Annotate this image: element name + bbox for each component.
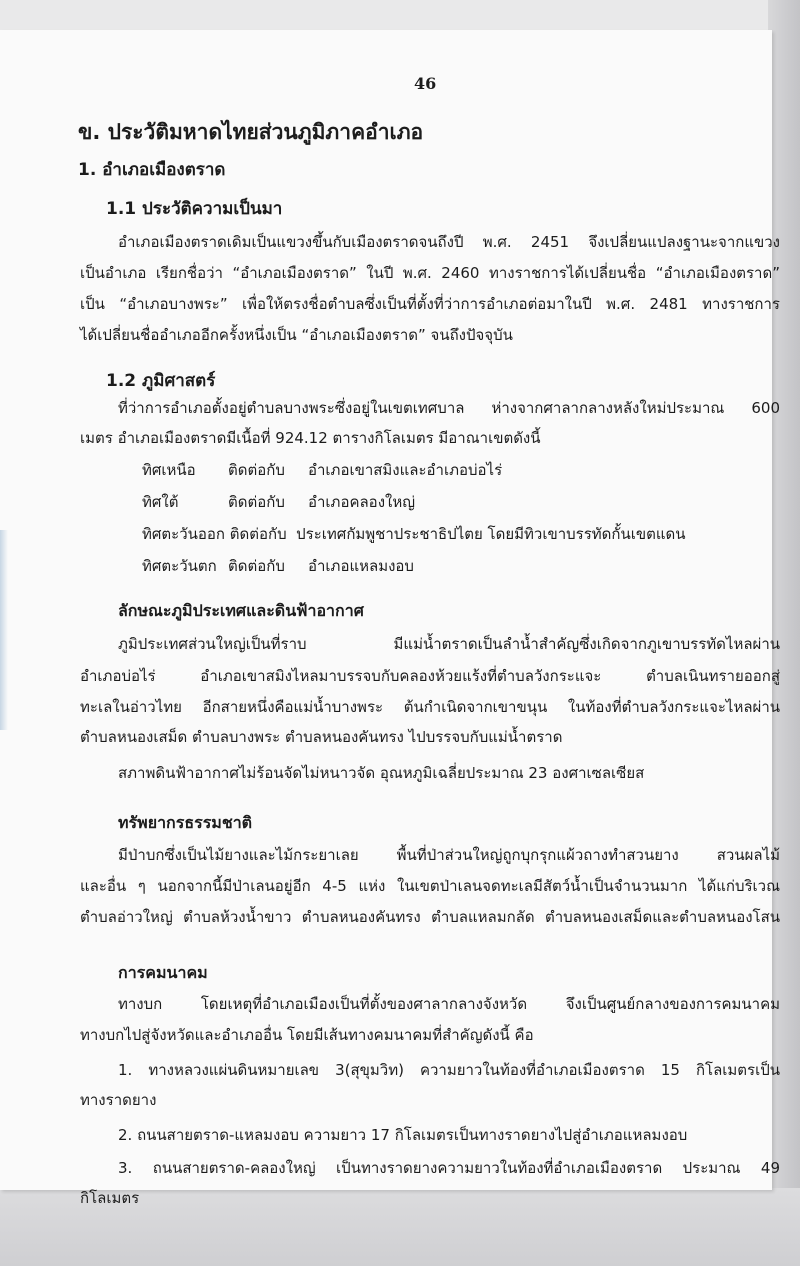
border-area: ประเทศกัมพูชาประชาธิปไตย โดยมีทิวเขาบรรทัดกั้นเขตแดน: [296, 525, 686, 543]
route-item-3-line-2: กิโลเมตร: [80, 1189, 140, 1207]
border-contact: ติดต่อกับ: [228, 493, 285, 511]
terrain-line-3: ทะเลในอ่าวไทย อีกสายหนึ่งคือแม่น้ำบางพระ ต้นกำเนิดจากเขาขนุน ในท้องที่ตำบลวังกระแจะไหลผ่าน: [80, 698, 780, 716]
history-line-4: ได้เปลี่ยนชื่ออำเภออีกครั้งหนึ่งเป็น “อำเภอเมืองตราด” จนถึงปัจจุบัน: [80, 326, 513, 344]
terrain-line-2: อำเภอบ่อไร่ อำเภอเขาสมิงไหลมาบรรจบกับคลองห้วยแร้งที่ตำบลวังกระแจะ ตำบลเนินทรายออกสู่: [80, 667, 780, 685]
document-page: [0, 30, 780, 1207]
border-contact: ติดต่อกับ: [228, 461, 285, 479]
border-contact: ติดต่อกับ: [228, 557, 285, 575]
terrain-heading: ลักษณะภูมิประเทศและดินฟ้าอากาศ: [118, 601, 364, 620]
border-direction: ทิศเหนือ: [142, 461, 196, 479]
border-row-east: [142, 524, 686, 544]
transport-line-1: ทางบก โดยเหตุที่อำเภอเมืองเป็นที่ตั้งของศาลากลางจังหวัด จึงเป็นศูนย์กลางของการคมนาคม: [118, 995, 780, 1013]
border-area: อำเภอเขาสมิงและอำเภอบ่อไร่: [308, 461, 503, 479]
resources-heading: ทรัพยากรธรรมชาติ: [118, 813, 253, 832]
border-area: อำเภอแหลมงอบ: [308, 557, 414, 575]
history-line-1: อำเภอเมืองตราดเดิมเป็นแขวงขึ้นกับเมืองตราดจนถึงปี พ.ศ. 2451 จึงเปลี่ยนแปลงฐานะจากแขวง: [118, 233, 780, 251]
page-number: 46: [414, 74, 437, 93]
resources-line-1: มีป่าบกซึ่งเป็นไม้ยางและไม้กระยาเลย พื้นที่ป่าส่วนใหญ่ถูกบุกรุกแผ้วถางทำสวนยาง สวนผลไม้: [118, 846, 780, 864]
resources-line-3: ตำบลอ่าวใหญ่ ตำบลห้วงน้ำขาว ตำบลหนองคันทรง ตำบลแหลมกลัด ตำบลหนองเสม็ดและตำบลหนองโสน: [80, 908, 780, 926]
border-row-north: [142, 460, 502, 480]
route-item-1-line-1: 1. ทางหลวงแผ่นดินหมายเลข 3(สุขุมวิท) ความยาวในท้องที่อำเภอเมืองตราด 15 กิโลเมตรเป็น: [118, 1061, 780, 1079]
border-direction: ทิศตะวันออก: [142, 525, 225, 543]
page-edge-tint: [0, 530, 8, 730]
route-item-1-line-2: ทางราดยาง: [80, 1091, 157, 1109]
district-heading: 1. อำเภอเมืองตราด: [78, 160, 226, 180]
history-heading: 1.1 ประวัติความเป็นมา: [106, 199, 283, 219]
climate-line: สภาพดินฟ้าอากาศไม่ร้อนจัดไม่หนาวจัด อุณหภูมิเฉลี่ยประมาณ 23 องศาเซลเซียส: [118, 764, 645, 782]
border-contact: ติดต่อกับ: [229, 525, 287, 543]
terrain-line-1: ภูมิประเทศส่วนใหญ่เป็นที่ราบ มีแม่น้ำตราดเป็นลำน้ำสำคัญซึ่งเกิดจากภูเขาบรรทัดไหลผ่าน: [118, 635, 780, 653]
border-area: อำเภอคลองใหญ่: [308, 493, 416, 511]
border-direction: ทิศใต้: [142, 493, 179, 511]
border-row-west: [142, 556, 414, 576]
transport-heading: การคมนาคม: [118, 963, 208, 982]
transport-line-2: ทางบกไปสู่จังหวัดและอำเภออื่น โดยมีเส้นทางคมนาคมที่สำคัญดังนี้ คือ: [80, 1026, 534, 1044]
history-line-3: เป็น “อำเภอบางพระ” เพื่อให้ตรงชื่อตำบลซึ่งเป็นที่ตั้งที่ว่าการอำเภอต่อมาในปี พ.ศ. 2481 ทางราชการ: [80, 295, 780, 313]
route-item-2: 2. ถนนสายตราด-แหลมงอบ ความยาว 17 กิโลเมตรเป็นทางราดยางไปสู่อำเภอแหลมงอบ: [118, 1126, 688, 1144]
geography-line-2: เมตร อำเภอเมืองตราดมีเนื้อที่ 924.12 ตารางกิโลเมตร มีอาณาเขตดังนี้: [80, 429, 541, 447]
border-row-south: [142, 492, 415, 512]
geography-heading: 1.2 ภูมิศาสตร์: [106, 371, 216, 391]
section-title: ข. ประวัติมหาดไทยส่วนภูมิภาคอำเภอ: [78, 120, 424, 144]
history-line-2: เป็นอำเภอ เรียกชื่อว่า “อำเภอเมืองตราด” ในปี พ.ศ. 2460 ทางราชการได้เปลี่ยนชื่อ “อำเภอเมืองตราด”: [80, 264, 780, 282]
resources-line-2: และอื่น ๆ นอกจากนี้มีป่าเลนอยู่อีก 4-5 แห่ง ในเขตป่าเลนจดทะเลมีสัตว์น้ำเป็นจำนวนมาก ได้แก่บริเวณ: [80, 877, 780, 895]
geography-line-1: ที่ว่าการอำเภอตั้งอยู่ตำบลบางพระซึ่งอยู่ในเขตเทศบาล ห่างจากศาลากลางหลังใหม่ประมาณ 600: [118, 399, 780, 417]
border-direction: ทิศตะวันตก: [142, 557, 217, 575]
route-item-3-line-1: 3. ถนนสายตราด-คลองใหญ่ เป็นทางราดยางความยาวในท้องที่อำเภอเมืองตราด ประมาณ 49: [118, 1159, 780, 1177]
terrain-line-4: ตำบลหนองเสม็ด ตำบลบางพระ ตำบลหนองคันทรง ไปบรรจบกับแม่น้ำตราด: [80, 728, 563, 746]
